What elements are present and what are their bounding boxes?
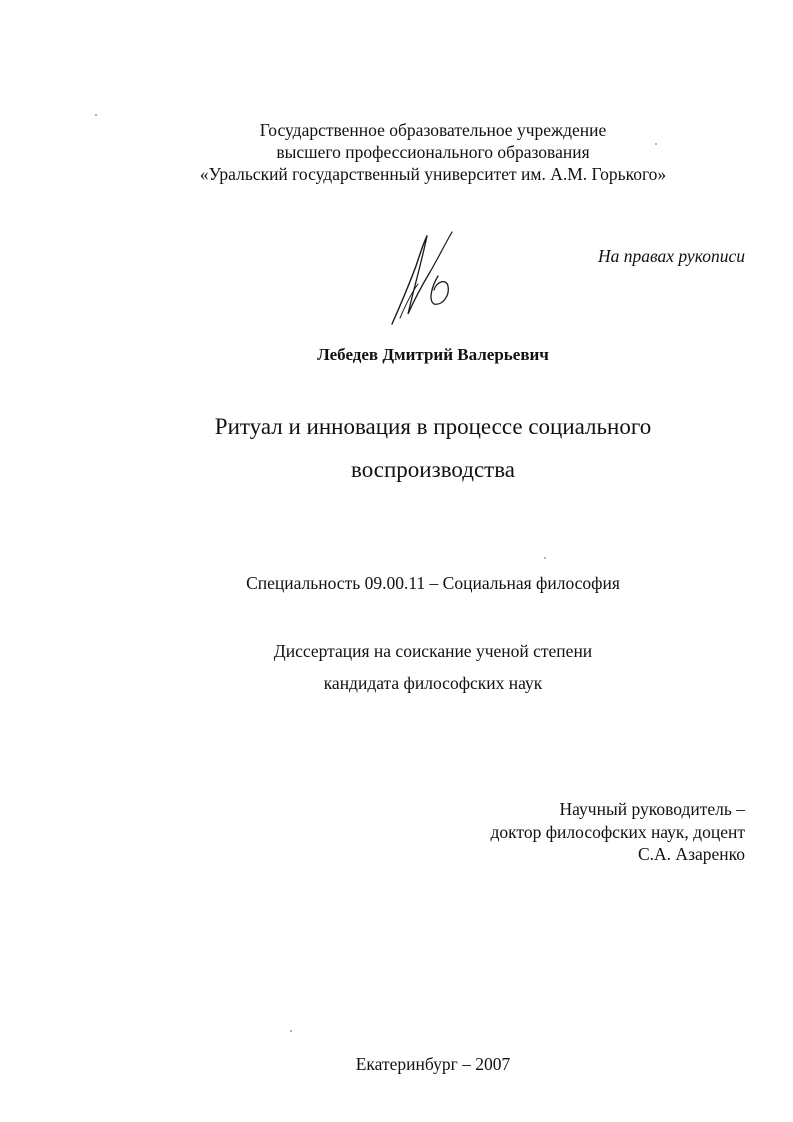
city-year: Екатеринбург – 2007 <box>355 1054 511 1074</box>
author-signature <box>386 226 472 328</box>
manuscript-note: На правах рукописи <box>598 246 745 266</box>
title-line-1: Ритуал и инновация в процессе социального <box>214 414 652 439</box>
dissertation-title <box>0 405 793 491</box>
supervisor-block <box>490 798 745 866</box>
scan-speck <box>544 557 546 559</box>
institution-line-3: «Уральский государственный университет им. А.М. Горького» <box>199 164 667 184</box>
degree-line-1: Диссертация на соискание ученой степени <box>273 641 593 661</box>
institution-line-2: высшего профессионального образования <box>276 142 590 162</box>
supervisor-name: С.А. Азаренко <box>638 844 745 864</box>
speciality: Специальность 09.00.11 – Социальная философия <box>246 573 620 593</box>
supervisor-title: доктор философских наук, доцент <box>490 821 745 842</box>
scan-speck <box>95 114 97 116</box>
supervisor-role: Научный руководитель – <box>559 799 745 819</box>
degree-statement <box>0 635 793 699</box>
institution-line-1: Государственное образовательное учреждение <box>259 120 607 140</box>
author-name: Лебедев Дмитрий Валерьевич <box>317 345 549 364</box>
institution-header <box>0 119 793 185</box>
scan-speck <box>290 1030 292 1032</box>
degree-line-2: кандидата философских наук <box>323 673 543 693</box>
title-line-2: воспроизводства <box>351 457 515 482</box>
scan-speck <box>655 143 657 145</box>
